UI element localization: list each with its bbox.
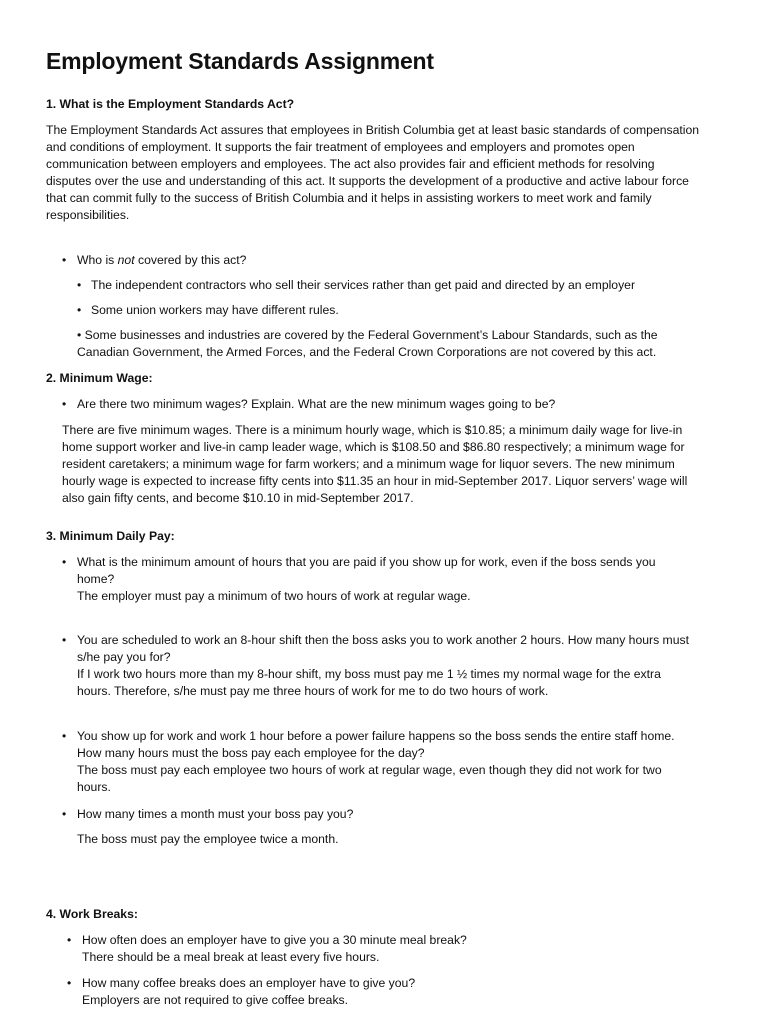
paragraph-line: The Employment Standards Act assures that employees in British Columbia get at least basic standards of compensation — [46, 123, 700, 137]
qa-line: hours. Therefore, s/he must pay me three hours of work for me to do two hours of work. — [77, 684, 549, 698]
minimum-wage-answer — [62, 422, 687, 507]
answer-line: There are five minimum wages. There is a minimum hourly wage, which is $10.85; a minimum daily wage for live-in — [62, 423, 683, 437]
question-emphasis: not — [117, 253, 135, 267]
daily-pay-qa-2 — [77, 632, 689, 700]
bullet-icon: • — [77, 303, 82, 317]
section-1-heading: 1. What is the Employment Standards Act? — [46, 97, 295, 111]
qa-line: There should be a meal break at least every five hours. — [82, 950, 380, 964]
answer-line: also gain fifty cents, and become $10.10 in mid-September 2017. — [62, 491, 414, 505]
answer-line: hourly wage is expected to increase fifty cents into $11.35 an hour in mid-September 2017. Liquor servers’ wage will — [62, 474, 688, 488]
not-covered-item-union: Some union workers may have different rules. — [91, 303, 339, 317]
section-2-heading: 2. Minimum Wage: — [46, 371, 153, 385]
qa-line: What is the minimum amount of hours that you are paid if you show up for work, even if the boss sends you — [77, 555, 656, 569]
bullet-icon: • — [62, 555, 67, 569]
qa-line: s/he pay you for? — [77, 650, 171, 664]
answer-line: resident caretakers; a minimum wage for farm workers; and a minimum wage for liquor severs. The new minimum — [62, 457, 675, 471]
qa-line: How many hours must the boss pay each employee for the day? — [77, 746, 425, 760]
not-covered-question — [77, 252, 246, 269]
paragraph-line: disputes over the use and understanding of this act. It supports the development of a productive and active labour force — [46, 174, 689, 188]
qa-line: You show up for work and work 1 hour before a power failure happens so the boss sends the entire staff home. — [77, 729, 675, 743]
not-covered-item-federal-line2: Canadian Government, the Armed Forces, and the Federal Crown Corporations are not covered by this act. — [77, 345, 657, 359]
section-3-heading: 3. Minimum Daily Pay: — [46, 529, 175, 543]
daily-pay-qa-3 — [77, 728, 675, 796]
bullet-icon: • — [62, 729, 67, 743]
bullet-icon: • — [62, 633, 67, 647]
qa-line: The employer must pay a minimum of two hours of work at regular wage. — [77, 589, 471, 603]
paragraph-line: responsibilities. — [46, 208, 130, 222]
question-text: covered by this act? — [134, 253, 247, 267]
qa-line: How many coffee breaks does an employer have to give you? — [82, 976, 416, 990]
bullet-icon: • — [67, 976, 72, 990]
bullet-icon: • — [77, 278, 82, 292]
answer-line: home support worker and live-in camp leader wage, which is $108.50 and $86.80 respectively; a minimum wage for — [62, 440, 685, 454]
paragraph-line: communication between employers and employees. The act also provides fair and efficient methods for resolving — [46, 157, 655, 171]
bullet-icon: • — [67, 933, 72, 947]
qa-line: Employers are not required to give coffee breaks. — [82, 993, 349, 1007]
not-covered-item-contractors: The independent contractors who sell their services rather than get paid and directed by an employer — [91, 278, 636, 292]
paragraph-line: that can commit fully to the success of British Columbia and it helps in assisting workers to meet work and family — [46, 191, 652, 205]
bullet-icon: • — [62, 397, 67, 411]
pay-frequency-answer: The boss must pay the employee twice a month. — [77, 832, 339, 846]
not-covered-item-federal-line1: • Some businesses and industries are covered by the Federal Government’s Labour Standards, such as the — [77, 328, 658, 342]
qa-line: You are scheduled to work an 8-hour shift then the boss asks you to work another 2 hours. How many hours must — [77, 633, 689, 647]
page-title: Employment Standards Assignment — [46, 48, 434, 74]
daily-pay-qa-1 — [77, 554, 656, 605]
minimum-wage-question: Are there two minimum wages? Explain. What are the new minimum wages going to be? — [77, 397, 556, 411]
qa-line: hours. — [77, 780, 111, 794]
bullet-icon: • — [62, 807, 67, 821]
qa-line: If I work two hours more than my 8-hour shift, my boss must pay me 1 ½ times my normal wage for the extra — [77, 667, 661, 681]
work-breaks-qa-2 — [82, 975, 415, 1009]
paragraph-line: and conditions of employment. It supports the fair treatment of employees and employers and promotes open — [46, 140, 635, 154]
section-1-paragraph — [46, 122, 699, 224]
section-4-heading: 4. Work Breaks: — [46, 907, 138, 921]
qa-line: How often does an employer have to give you a 30 minute meal break? — [82, 933, 467, 947]
qa-line: The boss must pay each employee two hours of work at regular wage, even though they did not work for two — [77, 763, 662, 777]
qa-line: home? — [77, 572, 115, 586]
question-text: Who is — [77, 253, 118, 267]
pay-frequency-question: How many times a month must your boss pay you? — [77, 807, 354, 821]
work-breaks-qa-1 — [82, 932, 467, 966]
bullet-icon: • — [62, 253, 67, 267]
